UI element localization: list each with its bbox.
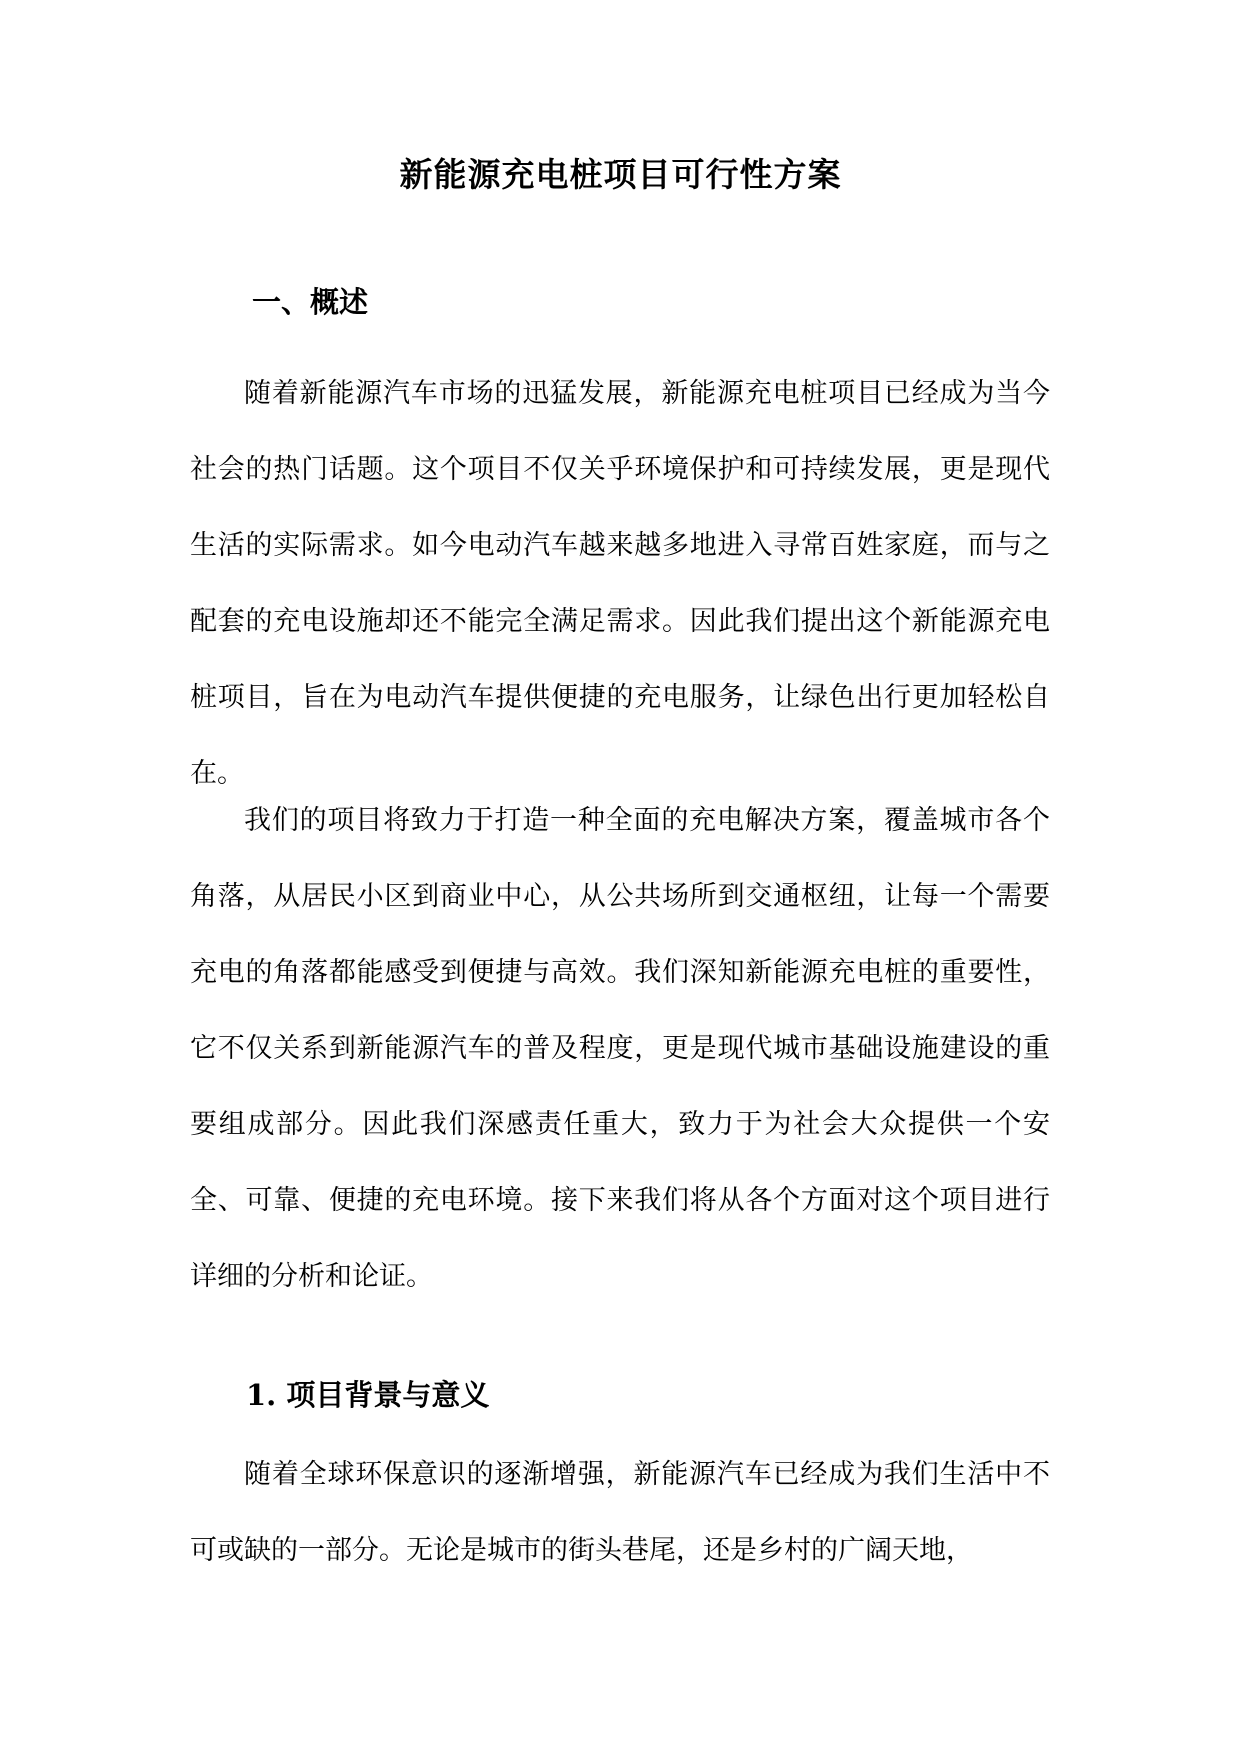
paragraph: 随着全球环保意识的逐渐增强，新能源汽车已经成为我们生活中不可或缺的一部分。无论是城市的街头巷尾，还是乡村的广阔天地， — [190, 1459, 1050, 1566]
paragraph: 随着新能源汽车市场的迅猛发展，新能源充电桩项目已经成为当今社会的热门话题。这个项目不仅关乎环境保护和可持续发展，更是现代生活的实际需求。如今电动汽车越来越多地进入寻常百姓家庭，而与之配套的充电设施却还不能完全满足需求。因此我们提出这个新能源充电桩项目，旨在为电动汽车提供便捷的充电服务，让绿色出行更加轻松自在。 — [190, 378, 1050, 789]
subsection-heading-background: 1. 项目背景与意义 — [246, 1378, 490, 1412]
section-heading-overview: 一、概述 — [252, 285, 369, 319]
document-title: 新能源充电桩项目可行性方案 — [399, 155, 842, 194]
paragraph: 我们的项目将致力于打造一种全面的充电解决方案，覆盖城市各个角落，从居民小区到商业中心，从公共场所到交通枢纽，让每一个需要充电的角落都能感受到便捷与高效。我们深知新能源充电桩的重要性，它不仅关系到新能源汽车的普及程度，更是现代城市基础设施建设的重要组成部分。因此我们深感责任重大，致力于为社会大众提供一个安全、可靠、便捷的充电环境。接下来我们将从各个方面对这个项目进行详细的分析和论证。 — [190, 805, 1050, 1292]
